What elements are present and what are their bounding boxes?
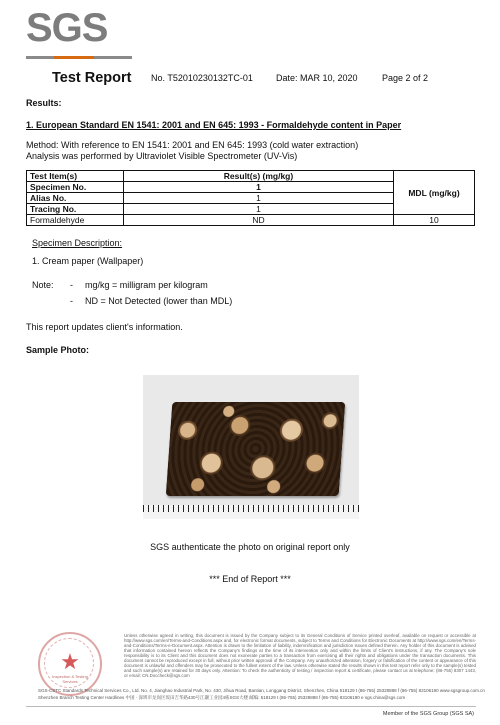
sgs-seal-stamp bbox=[38, 632, 102, 696]
footer-address-en: SGS-CSTC Standards Technical Services Co., Ltd. No. 4, Jianghao Industrial Park, No. 430, Jihua Road, Bantian, Longgang District, Shenzhen, China 518129 t (86-755) 25328888 f (86-755) 83106190 www.sgsgroup.com.cn bbox=[38, 688, 485, 693]
footer-address-cn: Shenzhen Branch Testing Center Hardlines 中国 · 深圳市龙岗区坂田吉华路430号江灏工业园4栋SGS大楼 邮编: 518129 t (86-755) 25328888 f (86-755) 83106190 e sgs.china@sgs.com bbox=[38, 695, 406, 700]
analyte-result: ND bbox=[124, 215, 394, 226]
end-of-report: *** End of Report *** bbox=[209, 574, 291, 584]
analysis-line: Analysis was performed by Ultraviolet Visible Spectrometer (UV-Vis) bbox=[26, 151, 298, 161]
analyte-name: Formaldehyde bbox=[27, 215, 124, 226]
header-mdl: MDL (mg/kg) bbox=[394, 171, 475, 215]
page-number: Page 2 of 2 bbox=[382, 73, 429, 83]
note-dash: - bbox=[70, 280, 73, 290]
note-dash: - bbox=[70, 296, 73, 306]
report-title: Test Report bbox=[52, 70, 132, 86]
logo-accent-bar bbox=[54, 56, 94, 59]
alias-label: Alias No. bbox=[27, 193, 124, 204]
logo-text: SGS bbox=[26, 6, 108, 50]
alias-value: 1 bbox=[124, 193, 394, 204]
method-line: Method: With reference to EN 1541: 2001 and EN 645: 1993 (cold water extraction) bbox=[26, 140, 359, 150]
sgs-logo bbox=[26, 8, 132, 54]
header-test-item: Test Item(s) bbox=[27, 171, 124, 182]
report-date: Date: MAR 10, 2020 bbox=[276, 73, 358, 83]
member-line: Member of the SGS Group (SGS SA) bbox=[382, 711, 474, 717]
photo-caption: SGS authenticate the photo on original report only bbox=[150, 542, 350, 552]
seal-text: Inspection & Testing Services bbox=[52, 674, 88, 684]
specimen-item: 1. Cream paper (Wallpaper) bbox=[32, 256, 144, 266]
note-label: Note: bbox=[32, 280, 54, 290]
results-heading: Results: bbox=[26, 98, 62, 108]
section-title: 1. European Standard EN 1541: 2001 and EN 645: 1993 - Formaldehyde content in Paper bbox=[26, 120, 402, 130]
footer-disclaimer: Unless otherwise agreed in writing, this document is issued by the Company subject to its General Conditions of Service printed overleaf, available on request or accessible at http://www.sgs.com/en/Terms-and-Conditions.aspx and, for electronic format documents, subject to Terms and Conditions for Electronic Documents at http://www.sgs.com/en/Terms-and-Conditions/Terms-e-Document.aspx. Attention is drawn to the limitation of liability, indemnification and jurisdiction issues defined therein. Any holder of this document is advised that information contained hereon reflects the Company's findings at the time of its intervention only and within the limits of Client's instructions, if any. The Company's sole responsibility is to its Client and this document does not exonerate parties to a transaction from exercising all their rights and obligations under the transaction documents. This document cannot be reproduced except in full, without prior written approval of the Company. Any unauthorized alteration, forgery or falsification of the content or appearance of this document is unlawful and offenders may be prosecuted to the fullest extent of the law. Unless otherwise stated the results shown in this test report refer only to the sample(s) tested and such sample(s) are retained for 30 days only. Attention: To check the authenticity of testing / inspection report & certificate, please contact us at telephone: (86-755) 8307 1443, or email: CN.Doccheck@sgs.com bbox=[124, 633, 476, 678]
table-row bbox=[27, 215, 475, 226]
table-row bbox=[27, 171, 475, 182]
report-number: No. T52010230132TC-01 bbox=[151, 73, 253, 83]
sample-photo-heading: Sample Photo: bbox=[26, 345, 90, 355]
tracing-value: 1 bbox=[124, 204, 394, 215]
ruler-image bbox=[143, 505, 359, 519]
header-result: Result(s) (mg/kg) bbox=[124, 171, 394, 182]
star-icon: ★ bbox=[60, 649, 80, 674]
tracing-label: Tracing No. bbox=[27, 204, 124, 215]
note-item: ND = Not Detected (lower than MDL) bbox=[85, 296, 233, 306]
note-item: mg/kg = milligram per kilogram bbox=[85, 280, 208, 290]
wallpaper-sample-image bbox=[166, 402, 346, 496]
update-note: This report updates client's information. bbox=[26, 322, 183, 332]
specimen-description-heading: Specimen Description: bbox=[32, 238, 123, 248]
specimen-label: Specimen No. bbox=[27, 182, 124, 193]
results-table bbox=[26, 170, 475, 226]
sample-photo bbox=[143, 375, 359, 519]
specimen-value: 1 bbox=[124, 182, 394, 193]
footer-divider bbox=[26, 706, 476, 707]
analyte-mdl: 10 bbox=[394, 215, 475, 226]
